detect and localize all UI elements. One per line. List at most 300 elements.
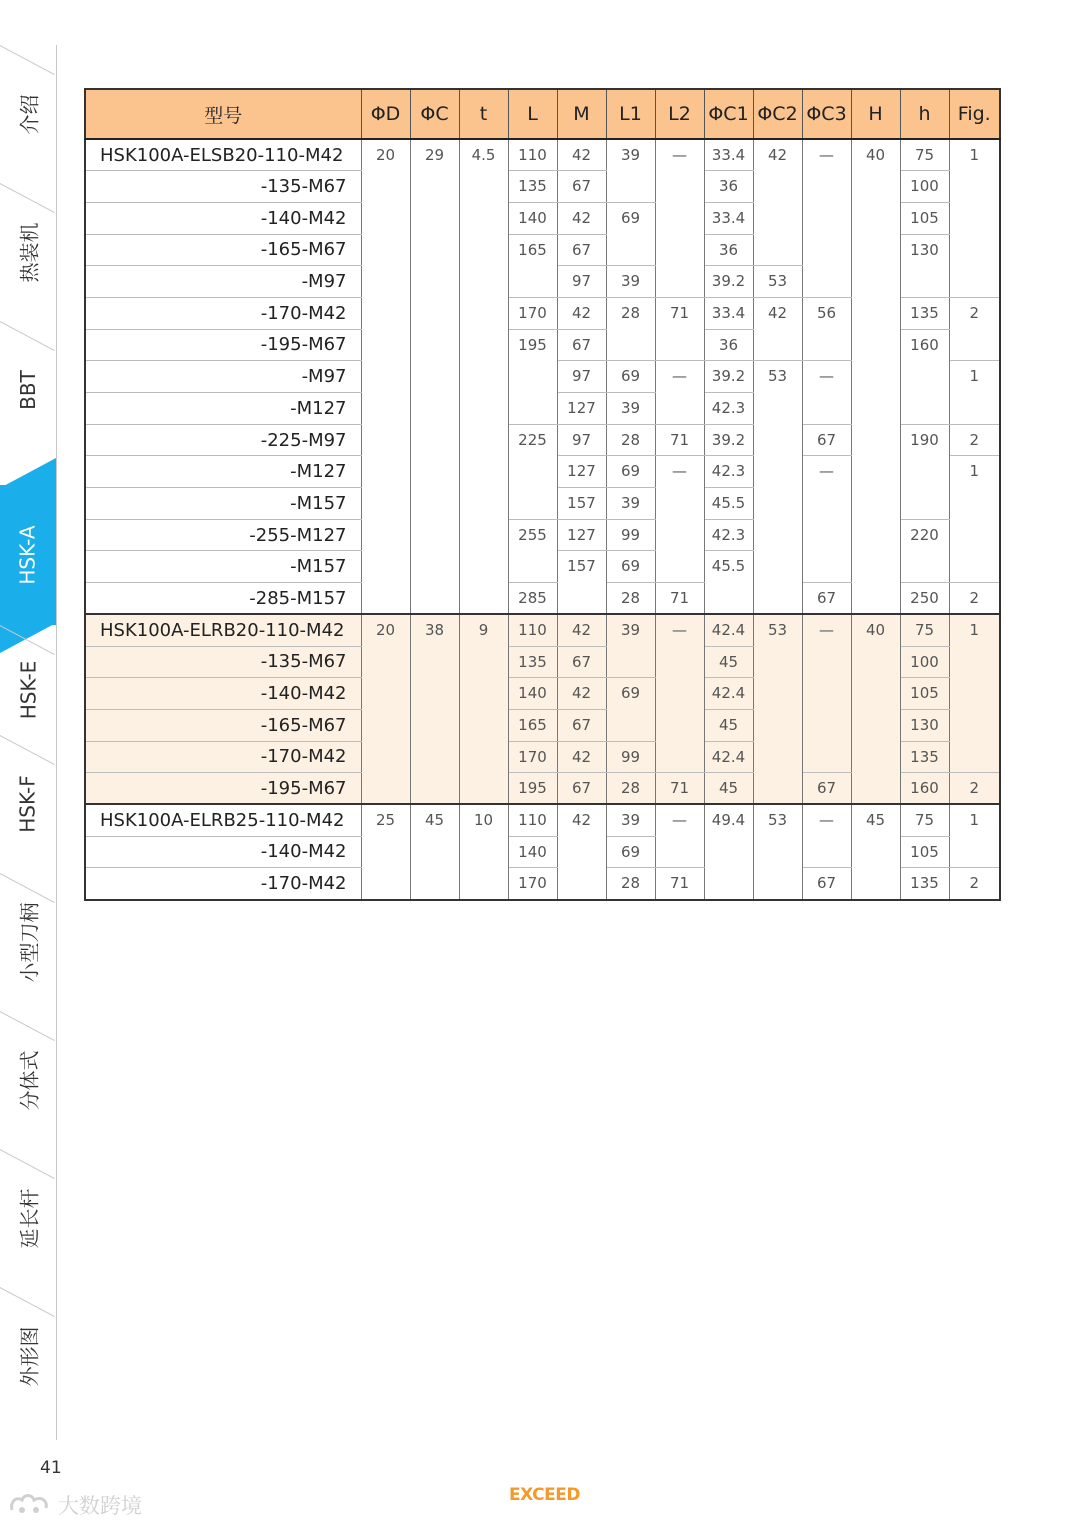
- value-cell: 69: [606, 678, 655, 710]
- value-cell: 42: [557, 202, 606, 234]
- value-cell: 45: [410, 804, 459, 836]
- value-cell: [361, 519, 410, 551]
- value-cell: 100: [900, 646, 949, 678]
- value-cell: [361, 456, 410, 488]
- value-cell: [361, 741, 410, 773]
- value-cell: [851, 234, 900, 266]
- value-cell: 42: [753, 139, 802, 171]
- value-cell: [753, 171, 802, 203]
- value-cell: [410, 519, 459, 551]
- value-cell: [949, 519, 1000, 551]
- value-cell: [410, 266, 459, 298]
- value-cell: [655, 741, 704, 773]
- value-cell: 42: [753, 297, 802, 329]
- value-cell: [704, 583, 753, 615]
- value-cell: 97: [557, 266, 606, 298]
- value-cell: [361, 202, 410, 234]
- table-row: [85, 202, 1000, 234]
- watermark: [8, 1490, 142, 1520]
- value-cell: 97: [557, 424, 606, 456]
- value-cell: 45: [704, 709, 753, 741]
- value-cell: [753, 678, 802, 710]
- column-header: H: [851, 89, 900, 139]
- value-cell: 67: [557, 329, 606, 361]
- value-cell: [361, 678, 410, 710]
- value-cell: [361, 361, 410, 393]
- value-cell: 42: [557, 804, 606, 836]
- value-cell: [508, 393, 557, 425]
- value-cell: [459, 329, 508, 361]
- value-cell: [361, 266, 410, 298]
- tab-label: 热装机: [17, 222, 42, 282]
- value-cell: 67: [802, 868, 851, 900]
- value-cell: [410, 393, 459, 425]
- brand-logo: EXCEED: [509, 1485, 580, 1505]
- value-cell: 33.4: [704, 297, 753, 329]
- value-cell: [949, 329, 1000, 361]
- tab-bbt[interactable]: [0, 321, 56, 459]
- value-cell: 67: [802, 583, 851, 615]
- value-cell: [753, 709, 802, 741]
- value-cell: 130: [900, 234, 949, 266]
- value-cell: [851, 709, 900, 741]
- value-cell: 42.3: [704, 456, 753, 488]
- value-cell: 97: [557, 361, 606, 393]
- value-cell: 165: [508, 234, 557, 266]
- value-cell: 165: [508, 709, 557, 741]
- value-cell: [459, 678, 508, 710]
- value-cell: 2: [949, 583, 1000, 615]
- value-cell: [802, 171, 851, 203]
- value-cell: [655, 234, 704, 266]
- value-cell: [949, 266, 1000, 298]
- value-cell: [459, 551, 508, 583]
- value-cell: 56: [802, 297, 851, 329]
- value-cell: [802, 266, 851, 298]
- value-cell: [361, 234, 410, 266]
- model-cell: HSK100A-ELSB20-110-M42: [85, 139, 361, 171]
- value-cell: 135: [900, 868, 949, 900]
- value-cell: 69: [606, 202, 655, 234]
- value-cell: [851, 361, 900, 393]
- value-cell: [851, 266, 900, 298]
- model-cell: -M157: [85, 551, 361, 583]
- value-cell: 42.3: [704, 519, 753, 551]
- value-cell: [851, 583, 900, 615]
- value-cell: [655, 171, 704, 203]
- value-cell: [361, 646, 410, 678]
- value-cell: 75: [900, 614, 949, 646]
- tab-label: 分体式: [17, 1050, 42, 1110]
- value-cell: 1: [949, 614, 1000, 646]
- value-cell: [802, 709, 851, 741]
- value-cell: 45.5: [704, 551, 753, 583]
- value-cell: [802, 519, 851, 551]
- value-cell: 105: [900, 202, 949, 234]
- watermark-logo-icon: [8, 1492, 52, 1518]
- value-cell: 110: [508, 804, 557, 836]
- value-cell: —: [655, 361, 704, 393]
- tab-label: HSK-F: [16, 775, 41, 833]
- value-cell: 28: [606, 424, 655, 456]
- value-cell: 28: [606, 583, 655, 615]
- value-cell: 135: [900, 297, 949, 329]
- value-cell: [410, 646, 459, 678]
- value-cell: [851, 424, 900, 456]
- model-cell: -165-M67: [85, 234, 361, 266]
- value-cell: 105: [900, 836, 949, 868]
- value-cell: [557, 583, 606, 615]
- value-cell: [410, 583, 459, 615]
- value-cell: 170: [508, 868, 557, 900]
- table-row: [85, 171, 1000, 203]
- value-cell: 170: [508, 297, 557, 329]
- value-cell: [949, 551, 1000, 583]
- value-cell: 140: [508, 678, 557, 710]
- table-row: [85, 424, 1000, 456]
- value-cell: 285: [508, 583, 557, 615]
- value-cell: 2: [949, 773, 1000, 805]
- value-cell: 127: [557, 393, 606, 425]
- value-cell: [655, 678, 704, 710]
- table-row: [85, 456, 1000, 488]
- value-cell: [753, 773, 802, 805]
- value-cell: [655, 488, 704, 520]
- value-cell: 33.4: [704, 202, 753, 234]
- tab-small-holder[interactable]: [0, 873, 56, 1011]
- value-cell: [753, 202, 802, 234]
- value-cell: 67: [802, 424, 851, 456]
- value-cell: 225: [508, 424, 557, 456]
- value-cell: [459, 836, 508, 868]
- table-row: [85, 709, 1000, 741]
- value-cell: [851, 551, 900, 583]
- table-row: [85, 773, 1000, 805]
- value-cell: 42: [557, 297, 606, 329]
- value-cell: 38: [410, 614, 459, 646]
- value-cell: [410, 836, 459, 868]
- column-header: L1: [606, 89, 655, 139]
- model-cell: HSK100A-ELRB20-110-M42: [85, 614, 361, 646]
- value-cell: 42.4: [704, 678, 753, 710]
- model-cell: -135-M67: [85, 646, 361, 678]
- value-cell: [459, 488, 508, 520]
- value-cell: [851, 519, 900, 551]
- tab-outline[interactable]: [0, 1287, 56, 1425]
- value-cell: [459, 773, 508, 805]
- value-cell: [900, 456, 949, 488]
- value-cell: 190: [900, 424, 949, 456]
- value-cell: 9: [459, 614, 508, 646]
- value-cell: [949, 171, 1000, 203]
- value-cell: [459, 519, 508, 551]
- value-cell: —: [802, 804, 851, 836]
- model-cell: -140-M42: [85, 202, 361, 234]
- table-row: [85, 614, 1000, 646]
- value-cell: [459, 393, 508, 425]
- value-cell: [459, 646, 508, 678]
- value-cell: [753, 329, 802, 361]
- value-cell: [753, 234, 802, 266]
- value-cell: 195: [508, 773, 557, 805]
- value-cell: [410, 234, 459, 266]
- value-cell: [361, 171, 410, 203]
- column-header: ΦC1: [704, 89, 753, 139]
- tab-extension[interactable]: [0, 1149, 56, 1287]
- value-cell: [508, 456, 557, 488]
- value-cell: [802, 329, 851, 361]
- value-cell: 160: [900, 773, 949, 805]
- value-cell: 69: [606, 361, 655, 393]
- value-cell: [655, 266, 704, 298]
- value-cell: 157: [557, 551, 606, 583]
- value-cell: 45.5: [704, 488, 753, 520]
- value-cell: [410, 361, 459, 393]
- value-cell: 255: [508, 519, 557, 551]
- value-cell: 42: [557, 678, 606, 710]
- value-cell: [459, 171, 508, 203]
- value-cell: [361, 329, 410, 361]
- value-cell: [753, 424, 802, 456]
- value-cell: [753, 836, 802, 868]
- value-cell: 49.4: [704, 804, 753, 836]
- page-number: 41: [40, 1458, 62, 1478]
- value-cell: [655, 329, 704, 361]
- model-cell: -170-M42: [85, 868, 361, 900]
- value-cell: [753, 583, 802, 615]
- value-cell: 39: [606, 139, 655, 171]
- value-cell: [361, 551, 410, 583]
- value-cell: [851, 488, 900, 520]
- value-cell: [361, 868, 410, 900]
- value-cell: [900, 266, 949, 298]
- tab-label: BBT: [15, 370, 40, 410]
- value-cell: 1: [949, 139, 1000, 171]
- value-cell: [410, 678, 459, 710]
- value-cell: [606, 171, 655, 203]
- value-cell: [753, 519, 802, 551]
- value-cell: [949, 234, 1000, 266]
- value-cell: 250: [900, 583, 949, 615]
- value-cell: [557, 868, 606, 900]
- value-cell: 105: [900, 678, 949, 710]
- column-header: ΦC: [410, 89, 459, 139]
- tab-hsk-a[interactable]: [0, 485, 56, 625]
- value-cell: [851, 678, 900, 710]
- value-cell: [410, 171, 459, 203]
- value-cell: [753, 393, 802, 425]
- value-cell: [459, 868, 508, 900]
- column-header: Fig.: [949, 89, 1000, 139]
- table-row: [85, 488, 1000, 520]
- value-cell: 135: [508, 646, 557, 678]
- value-cell: 157: [557, 488, 606, 520]
- value-cell: 39: [606, 488, 655, 520]
- value-cell: [900, 551, 949, 583]
- value-cell: [361, 709, 410, 741]
- side-navigation: [0, 45, 57, 1440]
- model-cell: -M97: [85, 361, 361, 393]
- column-header: t: [459, 89, 508, 139]
- column-header: ΦD: [361, 89, 410, 139]
- model-cell: -170-M42: [85, 297, 361, 329]
- value-cell: [361, 393, 410, 425]
- value-cell: [459, 583, 508, 615]
- active-tab-accent: [0, 458, 56, 488]
- value-cell: 67: [802, 773, 851, 805]
- value-cell: [802, 234, 851, 266]
- column-header: h: [900, 89, 949, 139]
- value-cell: [655, 836, 704, 868]
- value-cell: [410, 202, 459, 234]
- value-cell: [753, 456, 802, 488]
- value-cell: 99: [606, 519, 655, 551]
- value-cell: 220: [900, 519, 949, 551]
- table-row: [85, 519, 1000, 551]
- value-cell: 53: [753, 361, 802, 393]
- value-cell: [802, 393, 851, 425]
- value-cell: 53: [753, 614, 802, 646]
- model-cell: -135-M67: [85, 171, 361, 203]
- value-cell: 36: [704, 171, 753, 203]
- value-cell: 69: [606, 836, 655, 868]
- table-row: [85, 266, 1000, 298]
- value-cell: [459, 456, 508, 488]
- tab-label: 外形图: [17, 1326, 42, 1386]
- value-cell: 127: [557, 456, 606, 488]
- value-cell: [508, 488, 557, 520]
- model-cell: -140-M42: [85, 678, 361, 710]
- value-cell: 39: [606, 393, 655, 425]
- value-cell: [361, 773, 410, 805]
- value-cell: [655, 519, 704, 551]
- value-cell: [949, 741, 1000, 773]
- value-cell: [851, 836, 900, 868]
- value-cell: 71: [655, 297, 704, 329]
- value-cell: [949, 709, 1000, 741]
- value-cell: 67: [557, 234, 606, 266]
- value-cell: [361, 488, 410, 520]
- value-cell: [410, 773, 459, 805]
- model-cell: -195-M67: [85, 773, 361, 805]
- value-cell: [606, 646, 655, 678]
- value-cell: [949, 393, 1000, 425]
- value-cell: 99: [606, 741, 655, 773]
- value-cell: 39.2: [704, 361, 753, 393]
- value-cell: 75: [900, 804, 949, 836]
- tab-intro[interactable]: [0, 45, 56, 183]
- table-row: [85, 393, 1000, 425]
- model-cell: -M97: [85, 266, 361, 298]
- value-cell: 33.4: [704, 139, 753, 171]
- value-cell: [410, 741, 459, 773]
- value-cell: [851, 741, 900, 773]
- tab-label: 介绍: [17, 94, 42, 134]
- column-header: 型号: [85, 89, 361, 139]
- value-cell: [459, 741, 508, 773]
- value-cell: [753, 488, 802, 520]
- value-cell: 40: [851, 139, 900, 171]
- model-cell: -195-M67: [85, 329, 361, 361]
- value-cell: 195: [508, 329, 557, 361]
- value-cell: 28: [606, 773, 655, 805]
- tab-shrink-fit-machine[interactable]: [0, 183, 56, 321]
- value-cell: [361, 297, 410, 329]
- value-cell: 2: [949, 868, 1000, 900]
- value-cell: 42.4: [704, 614, 753, 646]
- value-cell: [508, 551, 557, 583]
- value-cell: [802, 646, 851, 678]
- value-cell: 135: [900, 741, 949, 773]
- value-cell: 67: [557, 646, 606, 678]
- value-cell: 45: [704, 773, 753, 805]
- table-row: [85, 297, 1000, 329]
- column-header: L2: [655, 89, 704, 139]
- value-cell: [802, 488, 851, 520]
- model-cell: -140-M42: [85, 836, 361, 868]
- value-cell: [410, 424, 459, 456]
- value-cell: [753, 741, 802, 773]
- value-cell: —: [802, 456, 851, 488]
- value-cell: [655, 646, 704, 678]
- value-cell: [410, 297, 459, 329]
- value-cell: [655, 202, 704, 234]
- model-cell: -255-M127: [85, 519, 361, 551]
- value-cell: [410, 329, 459, 361]
- value-cell: 29: [410, 139, 459, 171]
- column-header: ΦC3: [802, 89, 851, 139]
- value-cell: [459, 361, 508, 393]
- value-cell: —: [802, 361, 851, 393]
- value-cell: [753, 551, 802, 583]
- value-cell: 39: [606, 266, 655, 298]
- value-cell: [753, 868, 802, 900]
- table-row: [85, 329, 1000, 361]
- value-cell: —: [802, 614, 851, 646]
- value-cell: [851, 329, 900, 361]
- column-header: ΦC2: [753, 89, 802, 139]
- value-cell: 127: [557, 519, 606, 551]
- value-cell: [704, 868, 753, 900]
- value-cell: —: [655, 614, 704, 646]
- value-cell: 1: [949, 361, 1000, 393]
- value-cell: 36: [704, 234, 753, 266]
- value-cell: [949, 646, 1000, 678]
- value-cell: [851, 171, 900, 203]
- table-row: [85, 551, 1000, 583]
- value-cell: [851, 773, 900, 805]
- value-cell: [459, 424, 508, 456]
- value-cell: 45: [704, 646, 753, 678]
- value-cell: [900, 361, 949, 393]
- watermark-text: 大数跨境: [58, 1494, 142, 1518]
- value-cell: 42: [557, 614, 606, 646]
- value-cell: 140: [508, 836, 557, 868]
- tab-split-type[interactable]: [0, 1011, 56, 1149]
- value-cell: 110: [508, 139, 557, 171]
- value-cell: [949, 488, 1000, 520]
- tab-hsk-f[interactable]: [0, 735, 56, 873]
- value-cell: [802, 741, 851, 773]
- value-cell: [508, 361, 557, 393]
- value-cell: 71: [655, 424, 704, 456]
- value-cell: [459, 202, 508, 234]
- value-cell: [606, 709, 655, 741]
- model-cell: -M127: [85, 393, 361, 425]
- value-cell: —: [655, 804, 704, 836]
- value-cell: [851, 202, 900, 234]
- value-cell: 69: [606, 551, 655, 583]
